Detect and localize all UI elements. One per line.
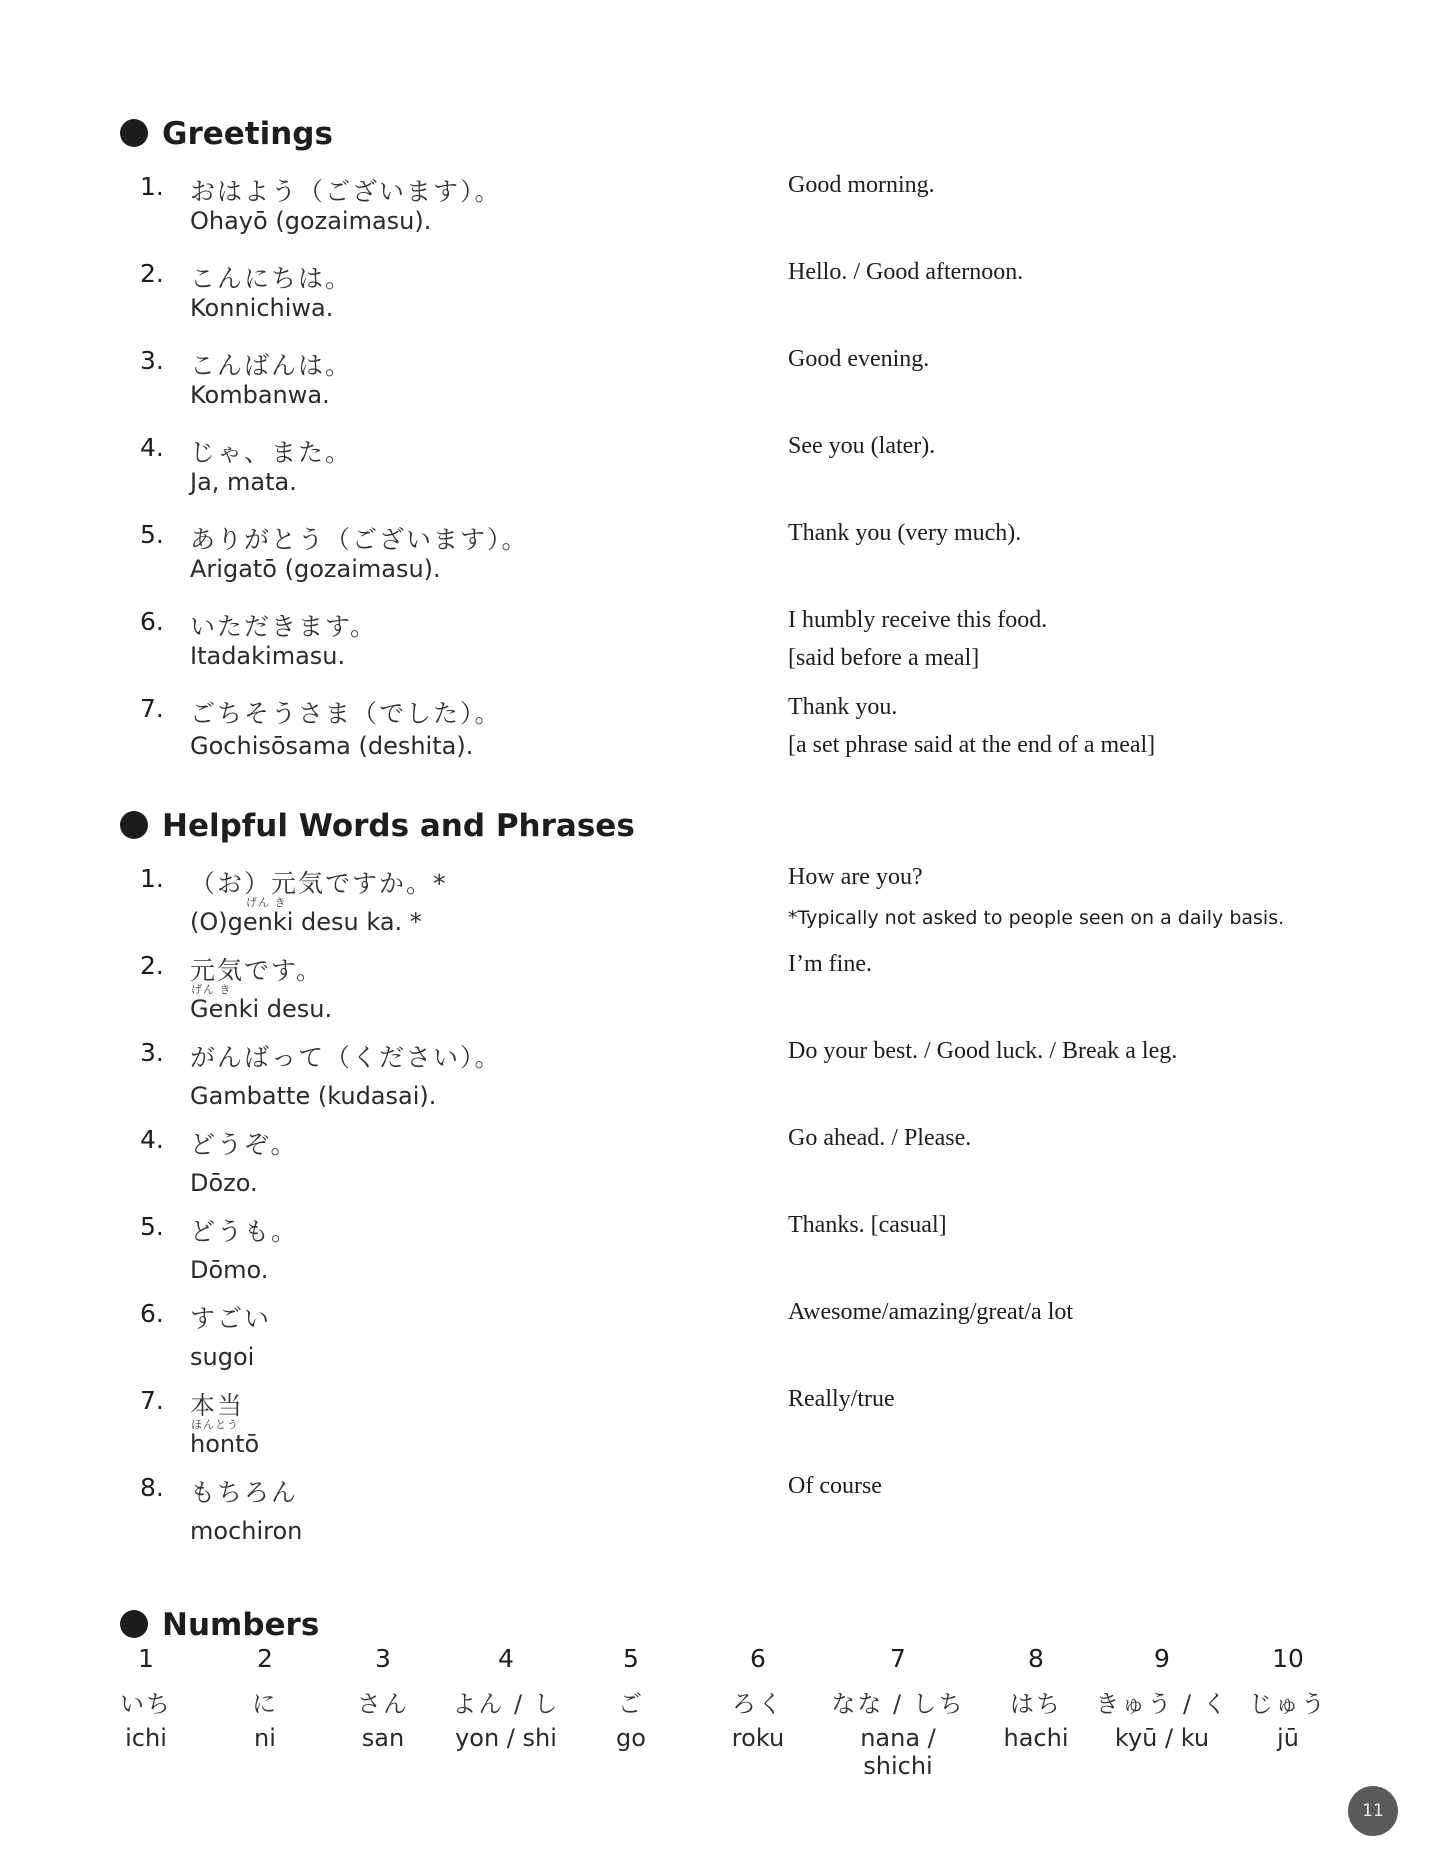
romaji-text: Konnichiwa. — [190, 294, 334, 322]
english-text: Thank you. — [788, 694, 898, 720]
number-romaji: roku — [731, 1724, 785, 1752]
number-digit: 3 — [375, 1644, 391, 1673]
number-kana: さん — [357, 1690, 409, 1718]
english-text: Good evening. — [788, 346, 930, 372]
number-kana: よん / し — [452, 1690, 560, 1718]
list-item — [0, 1038, 1434, 1118]
section-heading-greetings: Greetings — [120, 116, 333, 152]
english-text: Of course — [788, 1473, 882, 1499]
english-note: [a set phrase said at the end of a meal] — [788, 732, 1156, 758]
japanese-text: いただきます。 — [190, 612, 378, 641]
number-digit: 4 — [498, 1644, 514, 1673]
item-number: 3. — [140, 1038, 164, 1067]
number-romaji: ichi — [125, 1724, 167, 1752]
number-romaji: kyū / ku — [1114, 1724, 1210, 1752]
number-kana: ご — [618, 1690, 644, 1718]
number-romaji: go — [616, 1724, 646, 1752]
english-note: [said before a meal] — [788, 645, 980, 671]
list-item — [0, 259, 1434, 339]
list-item — [0, 951, 1434, 1031]
furigana: ほんとう — [191, 1418, 239, 1431]
number-digit: 5 — [623, 1644, 639, 1673]
romaji-text: Dōzo. — [190, 1169, 258, 1197]
number-digit: 7 — [890, 1644, 906, 1673]
number-digit: 1 — [138, 1644, 154, 1673]
number-kana: じゅう — [1249, 1690, 1327, 1718]
romaji-text: Ja, mata. — [190, 468, 297, 496]
japanese-text: 元気です。 — [190, 956, 324, 985]
item-number: 4. — [140, 433, 164, 462]
japanese-text: ごちそうさま（でした）。 — [190, 699, 502, 728]
item-number: 5. — [140, 1212, 164, 1241]
japanese-text: じゃ、また。 — [190, 438, 353, 467]
romaji-text: mochiron — [190, 1517, 303, 1545]
item-number: 1. — [140, 172, 164, 201]
number-romaji: hachi — [1003, 1724, 1069, 1752]
english-text: How are you? — [788, 864, 923, 890]
english-text: See you (later). — [788, 433, 936, 459]
list-item — [0, 346, 1434, 426]
page-number-badge: 11 — [1348, 1786, 1398, 1836]
bullet-icon — [120, 811, 148, 839]
furigana: げん き — [246, 896, 287, 909]
list-item — [0, 1473, 1434, 1553]
number-kana: いち — [120, 1690, 172, 1718]
japanese-text: ありがとう（ございます）。 — [190, 525, 529, 554]
item-number: 2. — [140, 259, 164, 288]
number-digit: 10 — [1272, 1644, 1304, 1673]
list-item — [0, 864, 1434, 944]
section-heading-numbers: Numbers — [120, 1607, 319, 1643]
list-item — [0, 607, 1434, 687]
japanese-text: おはよう（ございます）。 — [190, 177, 502, 206]
item-number: 3. — [140, 346, 164, 375]
list-item — [0, 1386, 1434, 1466]
japanese-text: もちろん — [190, 1478, 299, 1507]
japanese-text: こんばんは。 — [190, 351, 353, 380]
item-number: 4. — [140, 1125, 164, 1154]
number-digit: 6 — [750, 1644, 766, 1673]
list-item — [0, 694, 1434, 774]
romaji-text: Ohayō (gozaimasu). — [190, 207, 432, 235]
section-heading-helpful-words: Helpful Words and Phrases — [120, 808, 635, 844]
japanese-text: どうぞ。 — [190, 1130, 298, 1159]
item-number: 8. — [140, 1473, 164, 1502]
list-item — [0, 172, 1434, 252]
romaji-text: sugoi — [190, 1343, 255, 1371]
romaji-text: Gambatte (kudasai). — [190, 1082, 437, 1110]
romaji-text: Genki desu. — [190, 995, 333, 1023]
romaji-text: (O)genki desu ka. * — [190, 908, 422, 936]
english-text: Thank you (very much). — [788, 520, 1022, 546]
number-kana: はち — [1010, 1690, 1062, 1718]
list-item — [0, 520, 1434, 600]
number-romaji: yon / shi — [455, 1724, 557, 1752]
english-text: Hello. / Good afternoon. — [788, 259, 1024, 285]
romaji-text: Itadakimasu. — [190, 642, 346, 670]
number-digit: 8 — [1028, 1644, 1044, 1673]
english-text: Thanks. [casual] — [788, 1212, 947, 1238]
romaji-text: Arigatō (gozaimasu). — [190, 555, 441, 583]
english-text: Go ahead. / Please. — [788, 1125, 972, 1151]
footnote: *Typically not asked to people seen on a daily basis. — [788, 907, 1285, 929]
bullet-icon — [120, 119, 148, 147]
number-kana: きゅう / く — [1095, 1690, 1229, 1718]
english-text: Really/true — [788, 1386, 895, 1412]
item-number: 2. — [140, 951, 164, 980]
romaji-text: Gochisōsama (deshita). — [190, 732, 474, 760]
item-number: 6. — [140, 607, 164, 636]
number-kana: なな / しち — [831, 1690, 965, 1718]
number-column-7 — [823, 1644, 973, 1780]
japanese-text: どうも。 — [190, 1217, 299, 1246]
number-kana: に — [252, 1690, 278, 1718]
romaji-text: Kombanwa. — [190, 381, 330, 409]
item-number: 6. — [140, 1299, 164, 1328]
number-romaji: ni — [254, 1724, 276, 1752]
item-number: 7. — [140, 694, 164, 723]
japanese-text: すごい — [190, 1304, 272, 1333]
item-number: 5. — [140, 520, 164, 549]
number-romaji: san — [361, 1724, 405, 1752]
list-item — [0, 1125, 1434, 1205]
number-column-6 — [683, 1644, 833, 1752]
english-text: I humbly receive this food. — [788, 607, 1048, 633]
item-number: 7. — [140, 1386, 164, 1415]
english-text: I’m fine. — [788, 951, 872, 977]
english-text: Awesome/amazing/great/a lot — [788, 1299, 1074, 1325]
number-kana: ろく — [732, 1690, 784, 1718]
number-column-10 — [1213, 1644, 1363, 1752]
item-number: 1. — [140, 864, 164, 893]
furigana: げん き — [191, 983, 232, 996]
japanese-text: 本当 — [190, 1391, 245, 1420]
japanese-text: がんばって（ください）。 — [190, 1043, 502, 1072]
bullet-icon — [120, 1610, 148, 1638]
list-item — [0, 1212, 1434, 1292]
number-romaji: jū — [1277, 1724, 1299, 1752]
english-text: Good morning. — [788, 172, 935, 198]
english-text: Do your best. / Good luck. / Break a leg. — [788, 1038, 1178, 1064]
romaji-text: Dōmo. — [190, 1256, 269, 1284]
japanese-text: （お）元気ですか。* — [190, 869, 448, 898]
list-item — [0, 1299, 1434, 1379]
number-digit: 9 — [1154, 1644, 1170, 1673]
romaji-text: hontō — [190, 1430, 260, 1458]
number-romaji: nana / shichi — [860, 1724, 936, 1780]
number-digit: 2 — [257, 1644, 273, 1673]
japanese-text: こんにちは。 — [190, 264, 353, 293]
list-item — [0, 433, 1434, 513]
